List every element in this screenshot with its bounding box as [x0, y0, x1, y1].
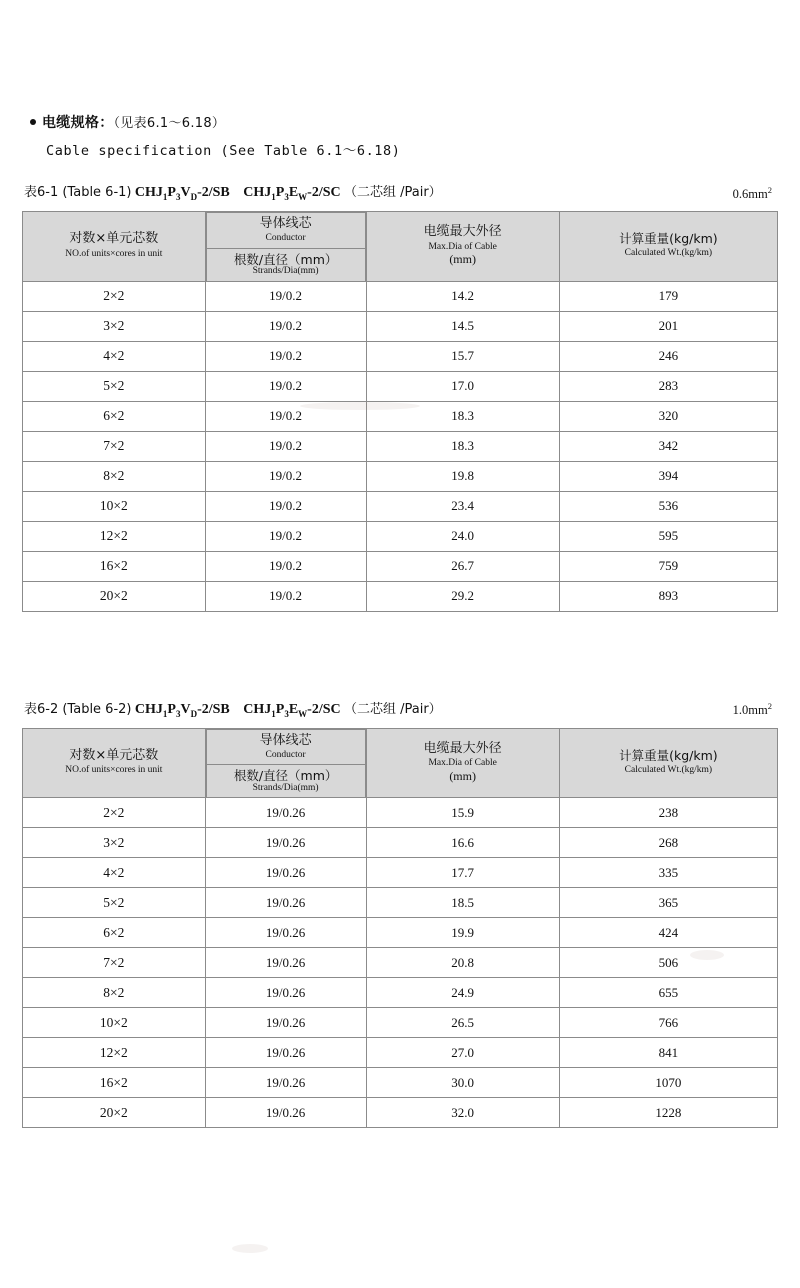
cell-pairs: 12×2: [23, 521, 206, 551]
cell-weight: 1228: [559, 1098, 777, 1128]
cell-pairs: 6×2: [23, 918, 206, 948]
cell-dia: 24.0: [366, 521, 559, 551]
cell-conductor: 19/0.2: [205, 341, 366, 371]
cell-weight: 655: [559, 978, 777, 1008]
table-row: [23, 581, 778, 611]
cell-weight: 335: [559, 858, 777, 888]
cell-dia: 24.9: [366, 978, 559, 1008]
spec-heading-chinese: [30, 112, 778, 132]
cell-weight: 268: [559, 828, 777, 858]
cell-conductor: 19/0.2: [205, 401, 366, 431]
scan-artifact: [232, 1244, 268, 1253]
table-row: [23, 431, 778, 461]
header-max-dia-cn: 电缆最大外径: [423, 740, 502, 756]
cell-weight: 506: [559, 948, 777, 978]
table-1-size-label: $0.6mm^2$: [732, 184, 772, 201]
header-conductor-cn: 导体线芯: [259, 215, 312, 231]
header-conductor: [205, 211, 366, 281]
table-1-caption: [24, 181, 774, 202]
cell-dia: 20.8: [366, 948, 559, 978]
table-row: [23, 978, 778, 1008]
table-2-caption: [24, 698, 774, 719]
cell-weight: 201: [559, 311, 777, 341]
table-header-row: [23, 728, 778, 798]
cell-conductor: 19/0.26: [205, 978, 366, 1008]
cell-pairs: 3×2: [23, 311, 206, 341]
table-row: [23, 918, 778, 948]
table-2-size-label: $1.0mm^2$: [732, 701, 772, 718]
table-row: [23, 341, 778, 371]
cell-dia: 14.5: [366, 311, 559, 341]
table-2-code-1: $CHJ_1P_3V_D-2/SB$: [134, 701, 230, 719]
cell-weight: 766: [559, 1008, 777, 1038]
cell-conductor: 19/0.26: [205, 828, 366, 858]
header-units-cores-en: NO.of units×cores in unit: [65, 248, 163, 259]
header-strands-dia-en: Strands/Dia(mm): [252, 783, 319, 793]
section-gap: [22, 612, 778, 698]
header-weight-en: Calculated Wt.(kg/km): [624, 765, 713, 776]
cell-dia: 16.6: [366, 828, 559, 858]
cell-conductor: 19/0.2: [205, 281, 366, 311]
cell-weight: 365: [559, 888, 777, 918]
cell-pairs: 4×2: [23, 858, 206, 888]
cell-pairs: 7×2: [23, 431, 206, 461]
header-max-dia-unit: (mm): [449, 768, 476, 783]
table-1-number: 表6-1 (Table 6-1): [24, 185, 132, 200]
cell-weight: 283: [559, 371, 777, 401]
section-heading: [22, 112, 778, 159]
table-row: [23, 1008, 778, 1038]
header-units-cores-en: NO.of units×cores in unit: [65, 765, 163, 776]
cell-pairs: 16×2: [23, 1068, 206, 1098]
document-page: [0, 112, 800, 1288]
spec-heading-label: 电缆规格：: [42, 115, 114, 131]
cell-dia: 17.0: [366, 371, 559, 401]
table-1-caption-suffix: （二芯组 /Pair）: [343, 185, 442, 200]
cell-pairs: 8×2: [23, 461, 206, 491]
cell-dia: 18.3: [366, 431, 559, 461]
table-row: [23, 491, 778, 521]
cell-conductor: 19/0.26: [205, 918, 366, 948]
table-2-caption-suffix: （二芯组 /Pair）: [343, 701, 442, 717]
cell-weight: 179: [559, 281, 777, 311]
cell-conductor: 19/0.26: [205, 1008, 366, 1038]
cell-dia: 19.9: [366, 918, 559, 948]
cell-pairs: 2×2: [23, 281, 206, 311]
cell-pairs: 20×2: [23, 581, 206, 611]
table-row: [23, 798, 778, 828]
header-conductor-en: Conductor: [265, 233, 306, 244]
header-conductor-en: Conductor: [265, 749, 306, 760]
cell-pairs: 2×2: [23, 798, 206, 828]
cell-weight: 238: [559, 798, 777, 828]
table-1-code-2: $CHJ_1P_3E_W-2/SC$: [243, 185, 341, 202]
cell-pairs: 10×2: [23, 1008, 206, 1038]
cell-conductor: 19/0.26: [205, 1068, 366, 1098]
table-row: [23, 948, 778, 978]
cell-weight: 424: [559, 918, 777, 948]
cell-conductor: 19/0.2: [205, 521, 366, 551]
cell-conductor: 19/0.2: [205, 491, 366, 521]
cell-pairs: 3×2: [23, 828, 206, 858]
cell-weight: 1070: [559, 1068, 777, 1098]
cell-conductor: 19/0.26: [205, 888, 366, 918]
cell-weight: 394: [559, 461, 777, 491]
cell-dia: 32.0: [366, 1098, 559, 1128]
header-weight-cn: 计算重量(kg/km): [619, 748, 718, 764]
header-strands-dia-cn: 根数/直径（mm）: [233, 251, 338, 267]
cell-conductor: 19/0.26: [205, 858, 366, 888]
spec-heading-english: Cable specification (See Table 6.1～6.18): [46, 143, 401, 159]
cell-pairs: 16×2: [23, 551, 206, 581]
cell-dia: 18.3: [366, 401, 559, 431]
header-strands-dia-en: Strands/Dia(mm): [252, 266, 319, 277]
table-row: [23, 311, 778, 341]
cell-conductor: 19/0.26: [205, 798, 366, 828]
cable-table-1: [22, 211, 778, 612]
cell-conductor: 19/0.2: [205, 371, 366, 401]
cell-dia: 30.0: [366, 1068, 559, 1098]
cell-dia: 14.2: [366, 281, 559, 311]
cable-table-2: [22, 728, 778, 1129]
header-weight: [559, 728, 777, 798]
cell-dia: 23.4: [366, 491, 559, 521]
table-header-row: [23, 211, 778, 281]
cell-pairs: 20×2: [23, 1098, 206, 1128]
cell-pairs: 8×2: [23, 978, 206, 1008]
header-conductor-cn: 导体线芯: [259, 732, 312, 748]
cell-dia: 26.7: [366, 551, 559, 581]
cell-conductor: 19/0.2: [205, 461, 366, 491]
header-max-dia-cn: 电缆最大外径: [423, 223, 502, 239]
header-units-cores-cn: 对数×单元芯数: [69, 231, 159, 247]
table-row: [23, 461, 778, 491]
table-row: [23, 281, 778, 311]
header-max-dia-unit: (mm): [449, 252, 476, 267]
table-2-number: 表6-2 (Table 6-2): [24, 701, 132, 717]
table-row: [23, 551, 778, 581]
cell-conductor: 19/0.26: [205, 1038, 366, 1068]
table-2-code-2: $CHJ_1P_3E_W-2/SC$: [243, 701, 341, 719]
cell-pairs: 10×2: [23, 491, 206, 521]
table-row: [23, 858, 778, 888]
header-max-dia-en: Max.Dia of Cable: [428, 241, 497, 252]
header-strands-dia-cn: 根数/直径（mm）: [233, 768, 338, 784]
table-row: [23, 521, 778, 551]
cell-weight: 841: [559, 1038, 777, 1068]
table-row: [23, 1098, 778, 1128]
cell-conductor: 19/0.2: [205, 431, 366, 461]
table-row: [23, 1038, 778, 1068]
header-weight-cn: 计算重量(kg/km): [619, 231, 718, 247]
header-units-cores: [23, 211, 206, 281]
header-weight-en: Calculated Wt.(kg/km): [624, 248, 713, 259]
table-1-code-1: $CHJ_1P_3V_D-2/SB$: [134, 185, 230, 202]
cell-pairs: 4×2: [23, 341, 206, 371]
cell-dia: 18.5: [366, 888, 559, 918]
header-max-dia: [366, 728, 559, 798]
cell-conductor: 19/0.2: [205, 311, 366, 341]
cell-weight: 595: [559, 521, 777, 551]
cell-conductor: 19/0.2: [205, 581, 366, 611]
table-row: [23, 401, 778, 431]
cell-pairs: 5×2: [23, 888, 206, 918]
cell-dia: 17.7: [366, 858, 559, 888]
header-max-dia: [366, 211, 559, 281]
header-weight: [559, 211, 777, 281]
cell-conductor: 19/0.26: [205, 1098, 366, 1128]
cell-dia: 26.5: [366, 1008, 559, 1038]
header-max-dia-en: Max.Dia of Cable: [428, 758, 497, 769]
cell-conductor: 19/0.26: [205, 948, 366, 978]
cell-dia: 19.8: [366, 461, 559, 491]
cell-dia: 15.7: [366, 341, 559, 371]
header-conductor: [205, 728, 366, 798]
cell-pairs: 5×2: [23, 371, 206, 401]
spec-heading-reference: （见表6.1～6.18）: [113, 116, 226, 131]
cell-dia: 27.0: [366, 1038, 559, 1068]
table-row: [23, 371, 778, 401]
cell-pairs: 12×2: [23, 1038, 206, 1068]
cell-dia: 15.9: [366, 798, 559, 828]
bullet-icon: [30, 119, 36, 125]
cell-weight: 536: [559, 491, 777, 521]
cell-pairs: 6×2: [23, 401, 206, 431]
cell-weight: 893: [559, 581, 777, 611]
table-row: [23, 828, 778, 858]
cell-dia: 29.2: [366, 581, 559, 611]
table-row: [23, 1068, 778, 1098]
cell-weight: 320: [559, 401, 777, 431]
cell-weight: 759: [559, 551, 777, 581]
table-row: [23, 888, 778, 918]
cell-pairs: 7×2: [23, 948, 206, 978]
header-units-cores-cn: 对数×单元芯数: [69, 747, 159, 763]
cell-conductor: 19/0.2: [205, 551, 366, 581]
cell-weight: 342: [559, 431, 777, 461]
header-units-cores: [23, 728, 206, 798]
cell-weight: 246: [559, 341, 777, 371]
